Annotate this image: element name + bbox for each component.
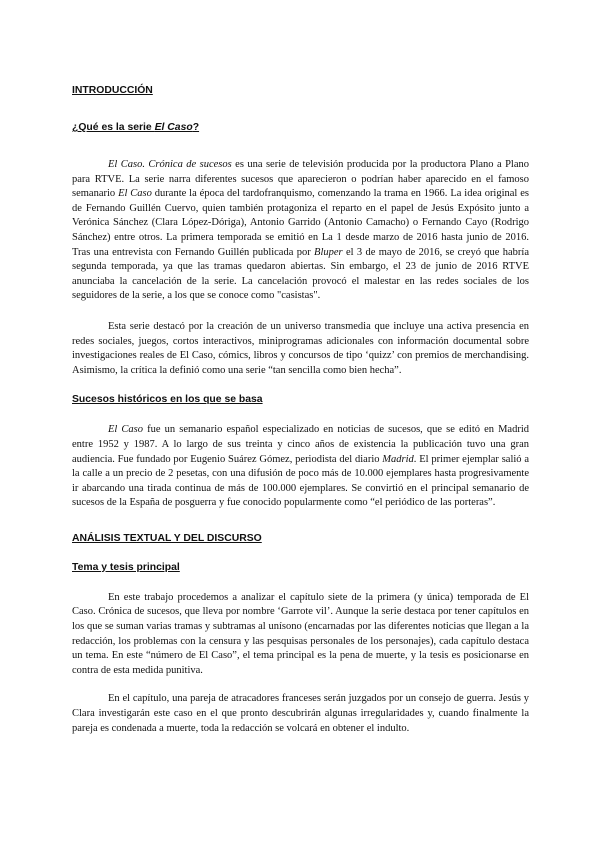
heading-introduccion: INTRODUCCIÓN (72, 85, 153, 96)
p3-t1: fue un semanario español especializado en noticias de sucesos, que se editó en Madrid entre 1952 y 1987. A lo largo de sus treinta y cinco años de existencia la publicación tuvo una gran audiencia. Fue fundado por Eugenio Suárez Gómez, periodista del diario (72, 424, 530, 465)
p3-em2: Madrid (382, 453, 414, 465)
p1-em1: El Caso. Crónica de sucesos (108, 159, 232, 170)
paragraph-semanario (72, 423, 529, 511)
paragraph-capitulo: En el capítulo, una pareja de atracadores franceses serán juzgados por un consejo de guerra. Jesús y Clara investigarán este caso en el que pronto descubrirán algunas irregularidades y, cuando finalmente la pareja es condenada a muerte, toda la redacción se volcará en obtener el indulto. (72, 693, 529, 734)
p3-em1: El Caso (108, 424, 144, 436)
paragraph-serie-description (72, 158, 529, 304)
heading-que-es-la-serie (72, 121, 529, 135)
p1-em3: Bluper (314, 246, 343, 258)
heading-analisis-textual: ANÁLISIS TEXTUAL Y DEL DISCURSO (72, 532, 262, 544)
heading-que-es-text: ¿Qué es la serie (72, 122, 155, 133)
p1-em2: El Caso (118, 188, 152, 200)
heading-tema-tesis: Tema y tesis principal (72, 561, 180, 573)
heading-que-es-mark: ? (192, 122, 200, 133)
heading-sucesos-historicos: Sucesos históricos en los que se basa (72, 394, 263, 406)
document-body (72, 84, 529, 736)
paragraph-transmedia: Esta serie destacó por la creación de un universo transmedia que incluye una activa presencia en redes sociales, juegos, cortos interactivos, miniprogramas adicionales con información documental sobre investigaciones reales de El Caso, cómics, libros y concursos de tipo ‘quizz’ con premios de merchandising. Asimismo, la crítica la definió como una serie “tan sencilla como bien hecha”. (72, 320, 529, 376)
paragraph-tema: En este trabajo procedemos a analizar el capítulo siete de la primera (y única) temporada de El Caso. Crónica de sucesos, que lleva por nombre ‘Garrote vil’. Aunque la serie destaca por tener capítulos en los que se suman varias tramas y subtramas al unísono (encarnadas por las diferentes noticias que llegan a la redacción, los problemas con la censura y las pesquisas personales de los personajes), cada capítulo destaca un tema. En este “número de El Caso”, el tema principal es la pena de muerte, y la tesis es posicionarse en contra de esta medida punitiva. (72, 591, 529, 676)
p1-t2: durante la época del tardofranquismo, comenzando la trama en 1966. La idea original es de Fernando Guillén Cuervo, quien también protagoniza el reparto en el papel de Jesús Expósito junto a Verónica Sánchez (Clara López-Dóriga), Antonio Garrido (Antonio Camacho) o Fernando Cayo (Rodrigo Sánchez) entre otros. La primera temporada se emitió en La 1 desde marzo de 2016 hasta junio de 2016. Tras una entrevista con Fernando Guillén publicada por (72, 188, 530, 258)
p3-t2: . El primer ejemplar salió a la calle a un precio de 2 pesetas, con una difusión de poco más de 10.000 ejemplares hasta progresivamente ir abarcando una tirada continua de más de 100.000 ejemplares. Se convirtió en el principal semanario de sucesos de la España de posguerra y fue conocido popularmente como “el periódico de las porteras”. (72, 453, 529, 509)
p1-t3: el 3 de mayo de 2016, se creyó que habría segunda temporada, ya que las tramas quedaron abiertas. Sin embargo, el 23 de junio de 2016 RTVE anunciaba la cancelación de la serie. La cancelación provocó el malestar en las redes sociales de los seguidores de la serie, a los que se conoce como "casistas". (72, 246, 530, 302)
heading-que-es-title: El Caso (154, 122, 193, 133)
p1-t1: es una serie de televisión producida por la productora Plano a Plano para RTVE. La serie narra diferentes sucesos que aparecieron o podrían haber aparecido en el famoso semanario (72, 159, 530, 200)
